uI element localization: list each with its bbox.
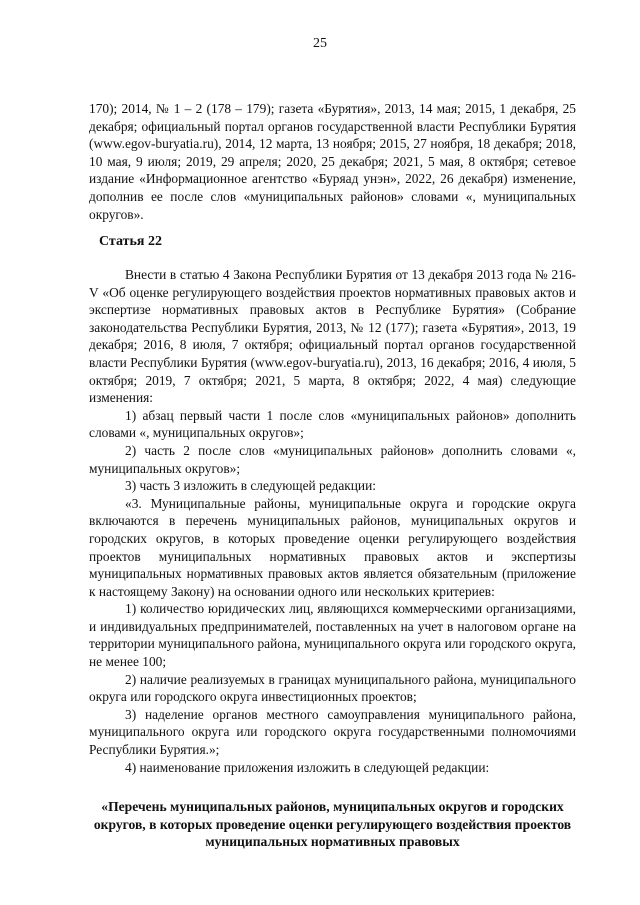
paragraph-criterion-1: 1) количество юридических лиц, являющихся коммерческими организациями, и индивидуальных предпринимателей, поставленных на учет в налоговом органе на территории муниципального района, муниципального округа или городского округа, не менее 100; <box>89 601 576 670</box>
paragraph-item-3: 3) часть 3 изложить в следующей редакции: <box>125 478 376 494</box>
article-body <box>89 266 576 776</box>
intro-paragraph-block <box>89 100 576 223</box>
intro-paragraph: 170); 2014, № 1 – 2 (178 – 179); газета «Бурятия», 2013, 14 мая; 2015, 1 декабря, 25 декабря; официальный портал органов государственной власти Республики Бурятия (www.egov-buryatia.ru), 2014, 12 марта, 13 ноября; 2015, 27 ноября, 18 декабря; 2018, 10 мая, 9 июля; 2019, 29 апреля; 2020, 25 декабря; 2021, 5 мая, 8 октября; сетевое издание «Информационное агентство «Буряад унэн», 2022, 26 декабря) изменение, дополнив ее после слов «муниципальных районов» словами «, муниципальных округов». <box>89 101 576 222</box>
page-number: 25 <box>313 36 327 51</box>
paragraph-criterion-3: 3) наделение органов местного самоуправления муниципального района, муниципального округа или городского округа государственными полномочиями Республики Бурятия.»; <box>89 706 576 758</box>
paragraph-item-1: 1) абзац первый части 1 после слов «муниципальных районов» дополнить словами «, муниципальных округов»; <box>89 407 576 441</box>
article-title: Статья 22 <box>99 234 162 249</box>
paragraph-amendment-intro: Внести в статью 4 Закона Республики Бурятия от 13 декабря 2013 года № 216-V «Об оценке регулирующего воздействия проектов нормативных правовых актов и экспертизе нормативных правовых актов в Республике Бурятия» (Собрание законодательства Республики Бурятия, 2013, № 12 (177); газета «Бурятия», 2013, 19 декабря; 2016, 8 июля, 7 октября; официальный портал органов государственной власти Республики Бурятия (www.egov-buryatia.ru), 2013, 16 декабря; 2016, 4 июля, 5 октября; 2019, 7 октября; 2021, 5 марта, 8 октября; 2022, 4 мая) следующие изменения: <box>89 267 576 406</box>
paragraph-item-2: 2) часть 2 после слов «муниципальных районов» дополнить словами «, муниципальных округов»; <box>89 442 576 476</box>
paragraph-item-4: 4) наименование приложения изложить в следующей редакции: <box>125 759 490 775</box>
appendix-title: «Перечень муниципальных районов, муниципальных округов и городских округов, в которых проведение оценки регулирующего воздействия проектов муниципальных нормативных правовых <box>93 799 572 850</box>
paragraph-part-3-text: «3. Муниципальные районы, муниципальные округа и городские округа включаются в перечень муниципальных районов, муниципальных округов и городских округов, в которых проведение оценки регулирующего воздействия проектов муниципальных нормативных правовых актов и экспертизы муниципальных нормативных правовых актов является обязательным (приложение к настоящему Закону) на основании одного или нескольких критериев: <box>89 495 576 599</box>
paragraph-criterion-2: 2) наличие реализуемых в границах муниципального района, муниципального округа или городского округа инвестиционных проектов; <box>89 671 576 705</box>
